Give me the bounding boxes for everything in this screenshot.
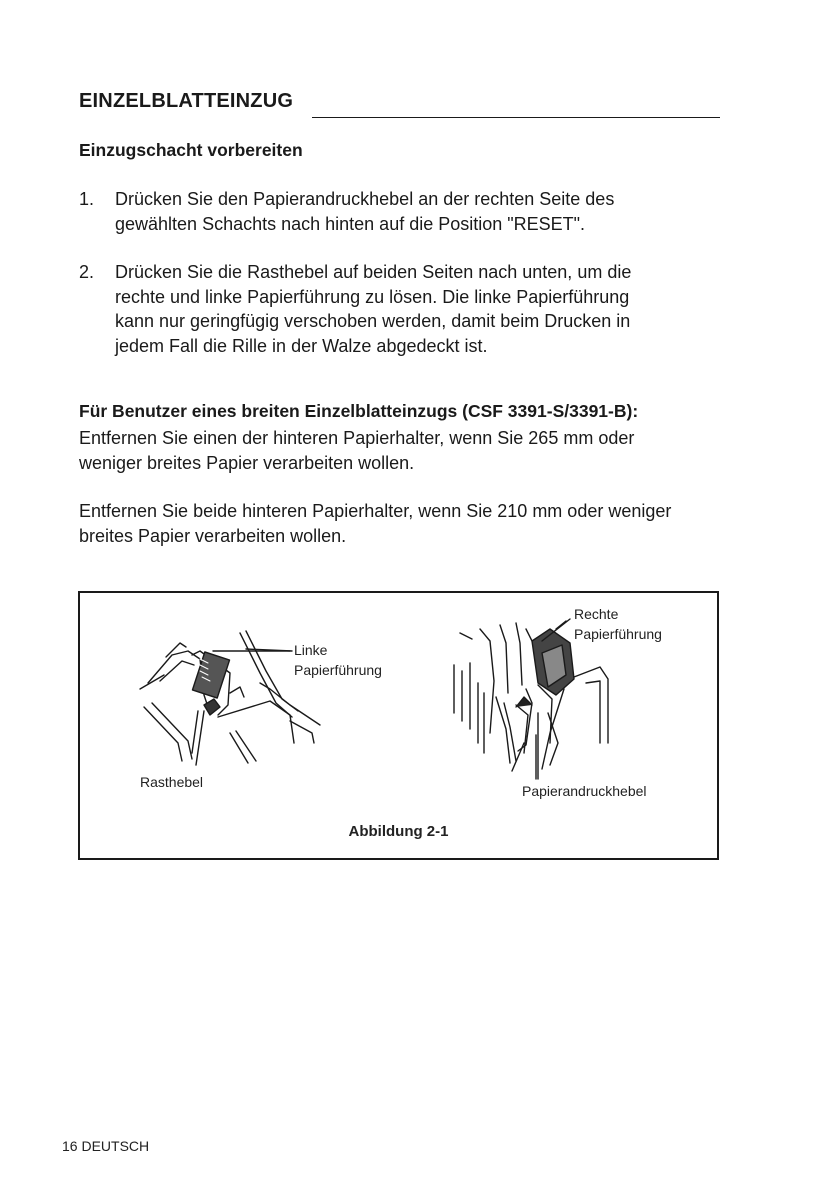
paragraph-line: Entfernen Sie beide hinteren Papierhalter, wenn Sie 210 mm oder weniger bbox=[79, 501, 672, 521]
label-line: Papierführung bbox=[574, 626, 662, 642]
heading-rule bbox=[312, 117, 720, 118]
section-heading-row bbox=[79, 90, 720, 120]
paragraph-line: breites Papier verarbeiten wollen. bbox=[79, 525, 347, 546]
step-number: 1. bbox=[79, 189, 95, 209]
right-guide-drawing bbox=[454, 621, 608, 779]
label-linke-papierfuehrung bbox=[294, 640, 382, 680]
step-line: Drücken Sie die Rasthebel auf beiden Seiten nach unten, um die bbox=[115, 262, 632, 282]
step-line: rechte und linke Papierführung zu lösen. Die linke Papierführung bbox=[115, 286, 630, 307]
label-papierandruckhebel: Papierandruckhebel bbox=[522, 783, 647, 799]
label-line: Linke bbox=[294, 642, 328, 658]
paragraph-265mm bbox=[79, 426, 729, 475]
figure-2-1 bbox=[78, 591, 719, 860]
label-line: Papierführung bbox=[294, 662, 382, 678]
label-rechte-papierfuehrung bbox=[574, 604, 662, 644]
label-rasthebel: Rasthebel bbox=[140, 774, 204, 790]
label-line: Rechte bbox=[574, 606, 619, 622]
paragraph-line: Entfernen Sie einen der hinteren Papierhalter, wenn Sie 265 mm oder bbox=[79, 428, 635, 448]
paragraph-210mm bbox=[79, 499, 729, 548]
subheading: Einzugschacht vorbereiten bbox=[79, 140, 303, 160]
step-line: jedem Fall die Rille in der Walze abgedeckt ist. bbox=[115, 335, 488, 356]
step-text bbox=[115, 187, 715, 236]
step-text bbox=[115, 260, 715, 358]
figure-caption: Abbildung 2-1 bbox=[348, 823, 449, 840]
paragraph-line: weniger breites Papier verarbeiten wollen. bbox=[79, 452, 415, 473]
step-line: gewählten Schachts nach hinten auf die Position "RESET". bbox=[115, 213, 586, 234]
step-line: kann nur geringfügig verschoben werden, damit beim Drucken in bbox=[115, 311, 631, 331]
step-number: 2. bbox=[79, 262, 95, 282]
wide-feeder-heading: Für Benutzer eines breiten Einzelblatteinzugs (CSF 3391-S/3391-B): bbox=[79, 401, 639, 421]
section-heading: EINZELBLATTEINZUG bbox=[79, 90, 294, 112]
step-line: Drücken Sie den Papierandruckhebel an der rechten Seite des bbox=[115, 189, 615, 209]
page-footer: 16 DEUTSCH bbox=[62, 1138, 150, 1154]
